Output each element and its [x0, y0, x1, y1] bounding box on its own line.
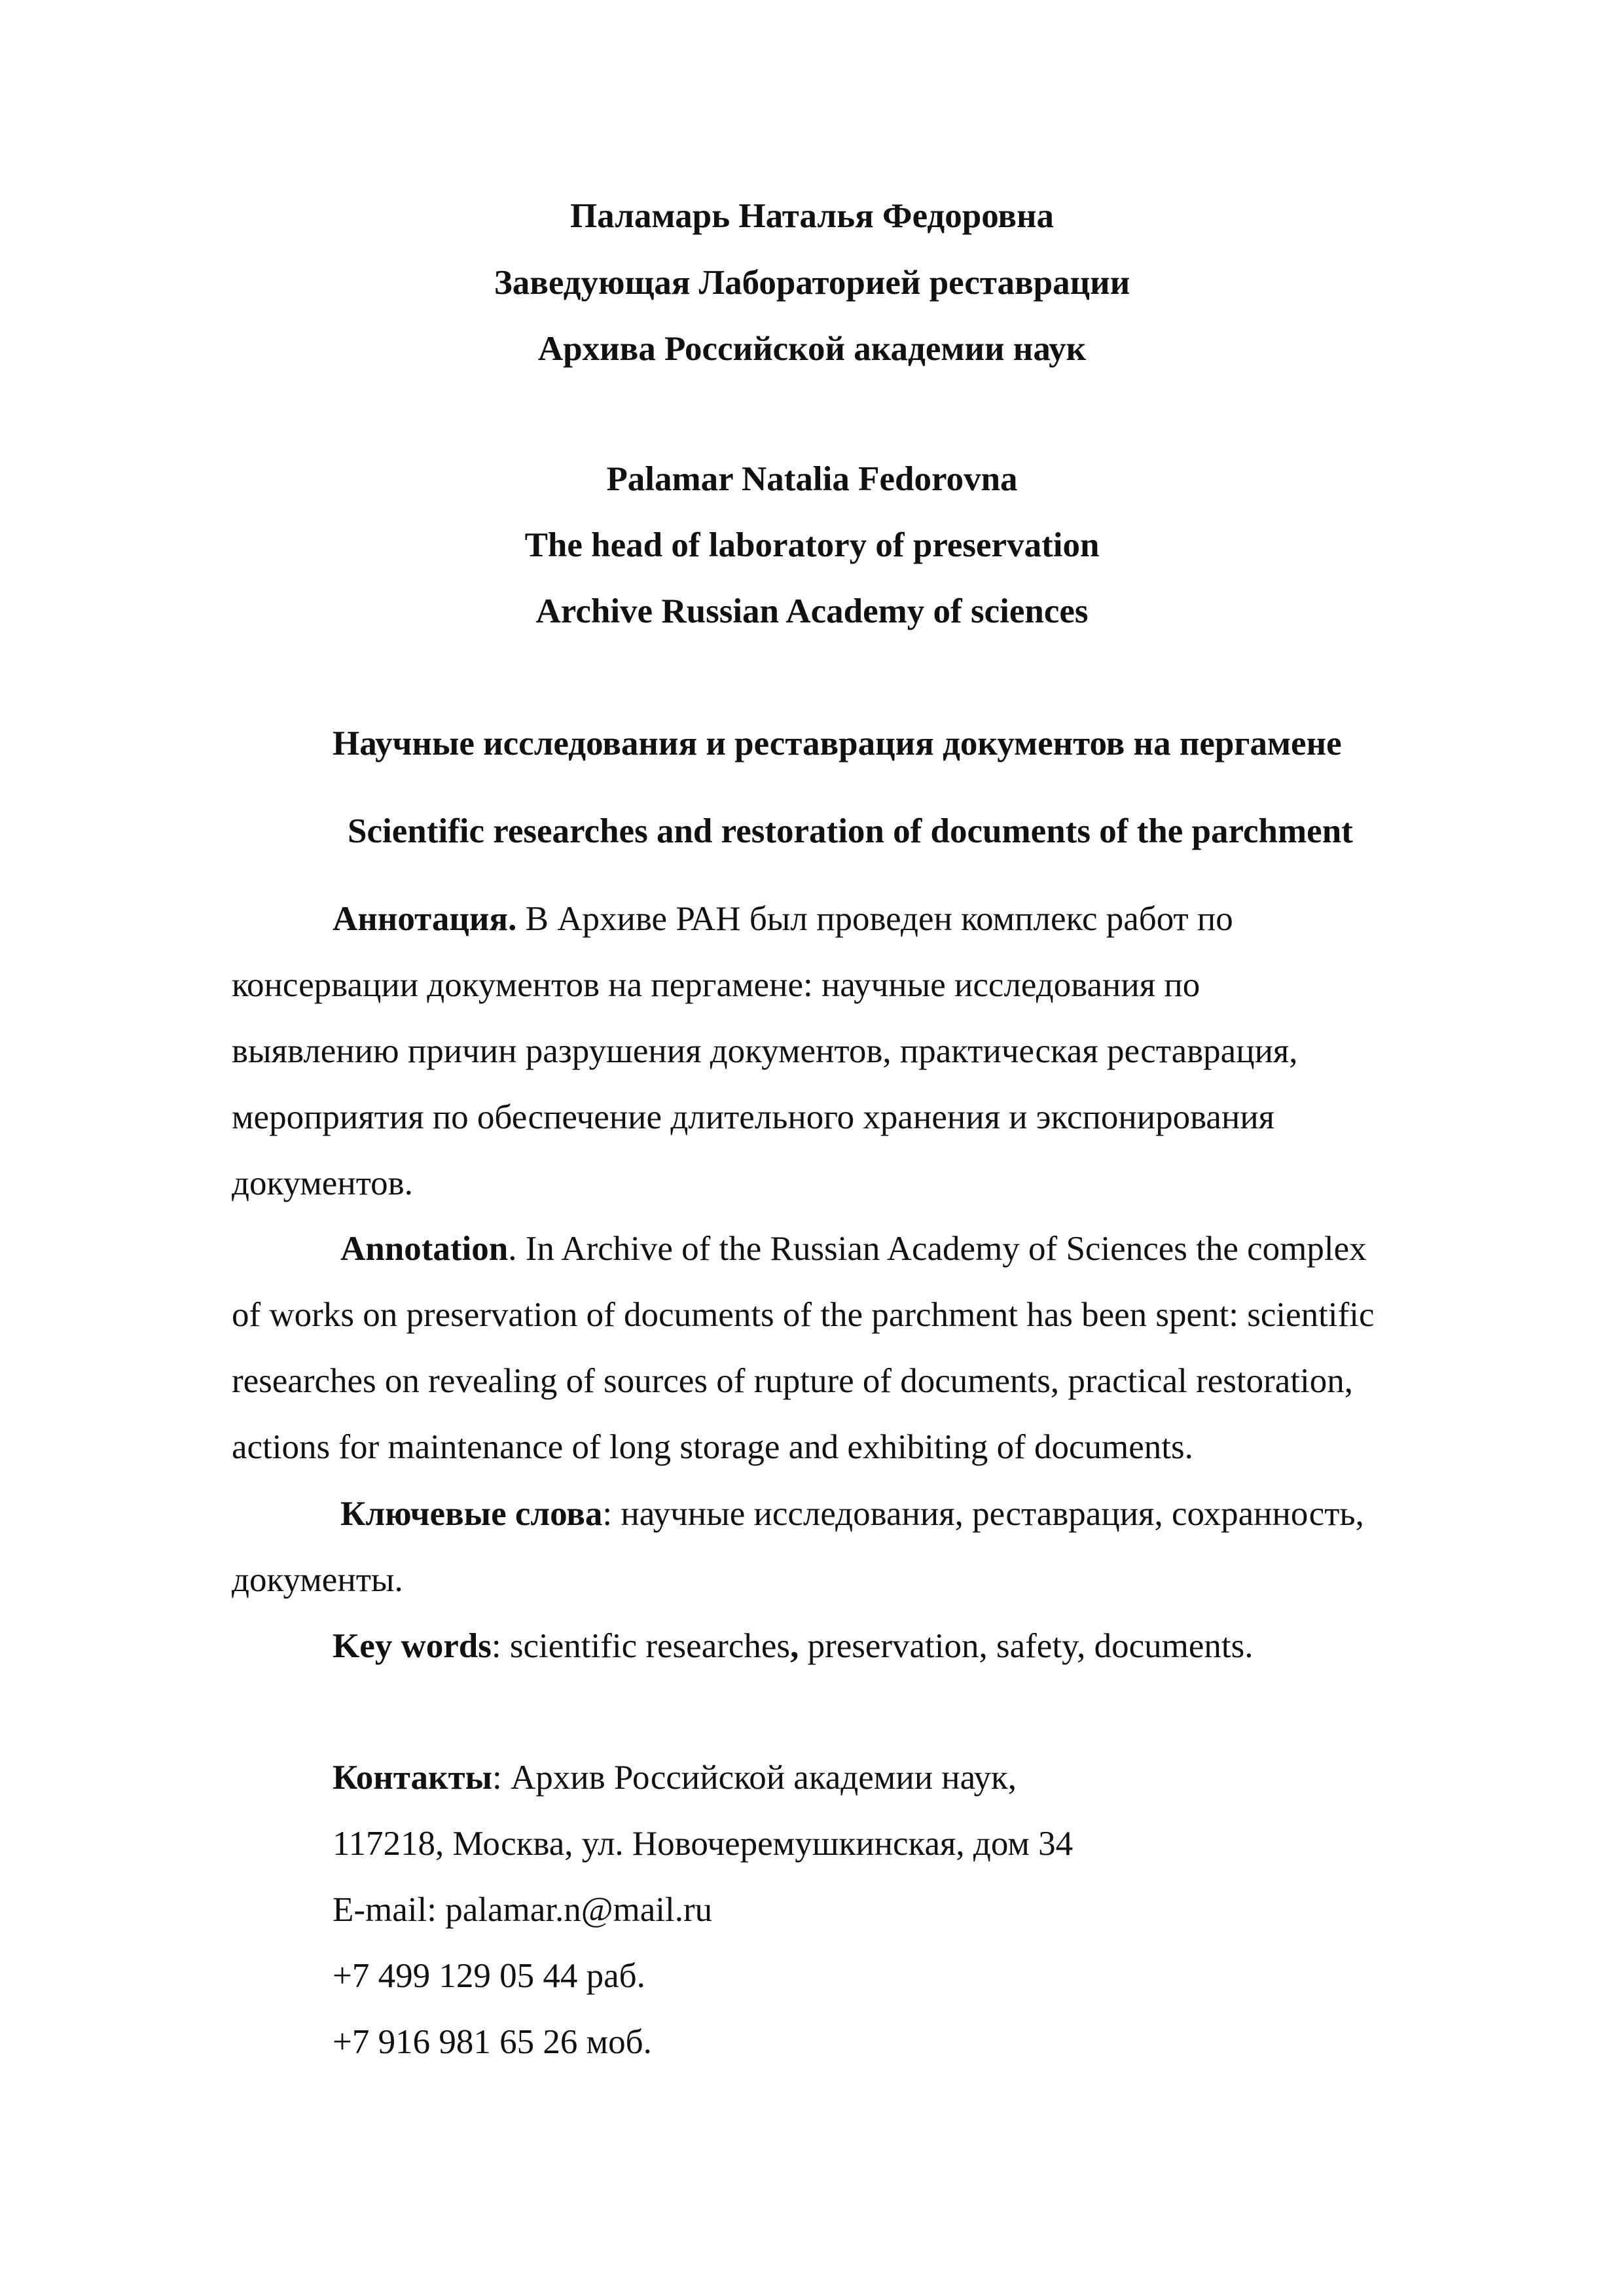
- keywords-en-text: : scientific researches: [491, 1627, 791, 1665]
- keywords-ru-label: Ключевые слова: [340, 1495, 603, 1533]
- annotation-ru-line: мероприятия по обеспечение длительного хранения и экспонирования: [232, 1098, 1275, 1136]
- annotation-en-label: Annotation: [340, 1230, 509, 1268]
- author-position-en-line1: The head of laboratory of preservation: [524, 526, 1100, 564]
- keywords-ru-first-line: [340, 1494, 1364, 1534]
- keywords-en-line: [333, 1626, 1254, 1666]
- contacts-label: Контакты: [333, 1759, 492, 1797]
- keywords-ru-line: документы.: [232, 1561, 403, 1599]
- keywords-ru-text: : научные исследования, реставрация, сохранность,: [602, 1495, 1364, 1533]
- author-name-ru: Паламарь Наталья Федоровна: [569, 197, 1055, 235]
- annotation-ru-line: документов.: [232, 1164, 413, 1202]
- annotation-en-line: actions for maintenance of long storage and exhibiting of documents.: [232, 1428, 1193, 1466]
- author-name-en: Palamar Natalia Fedorovna: [606, 460, 1018, 498]
- annotation-ru-label: Аннотация.: [333, 900, 517, 938]
- annotation-ru-line: консервации документов на пергамене: научные исследования по: [232, 966, 1200, 1004]
- annotation-en-line: researches on revealing of sources of rupture of documents, practical restoration,: [232, 1362, 1353, 1400]
- keywords-en-comma: ,: [790, 1627, 799, 1665]
- annotation-en-first-line: [340, 1229, 1367, 1268]
- contacts-org: : Архив Российской академии наук,: [492, 1759, 1017, 1797]
- contacts-address: 117218, Москва, ул. Новочеремушкинская, дом 34: [333, 1825, 1074, 1863]
- annotation-ru-text: В Архиве РАН был проведен комплекс работ по: [516, 900, 1233, 938]
- contacts-email: E-mail: palamar.n@mail.ru: [333, 1891, 713, 1929]
- keywords-en-label: Key words: [333, 1627, 492, 1665]
- author-position-ru-line1: Заведующая Лабораторией реставрации: [494, 264, 1130, 302]
- contacts-first-line: [333, 1758, 1017, 1797]
- author-position-ru-line2: Архива Российской академии наук: [537, 330, 1087, 368]
- keywords-en-text: preservation, safety, documents.: [799, 1627, 1254, 1665]
- annotation-ru-first-line: [333, 899, 1233, 939]
- annotation-en-line: of works on preservation of documents of the parchment has been spent: scientific: [232, 1296, 1375, 1334]
- author-position-en-line2: Archive Russian Academy of sciences: [535, 592, 1089, 630]
- article-title-en: Scientific researches and restoration of documents of the parchment: [348, 812, 1353, 850]
- contacts-phone-work: +7 499 129 05 44 раб.: [333, 1957, 645, 1995]
- article-title-ru: Научные исследования и реставрация документов на пергамене: [333, 725, 1342, 762]
- contacts-phone-mobile: +7 916 981 65 26 моб.: [333, 2023, 652, 2061]
- annotation-en-text: . In Archive of the Russian Academy of Sciences the complex: [508, 1230, 1367, 1268]
- annotation-ru-line: выявлению причин разрушения документов, практическая реставрация,: [232, 1032, 1298, 1070]
